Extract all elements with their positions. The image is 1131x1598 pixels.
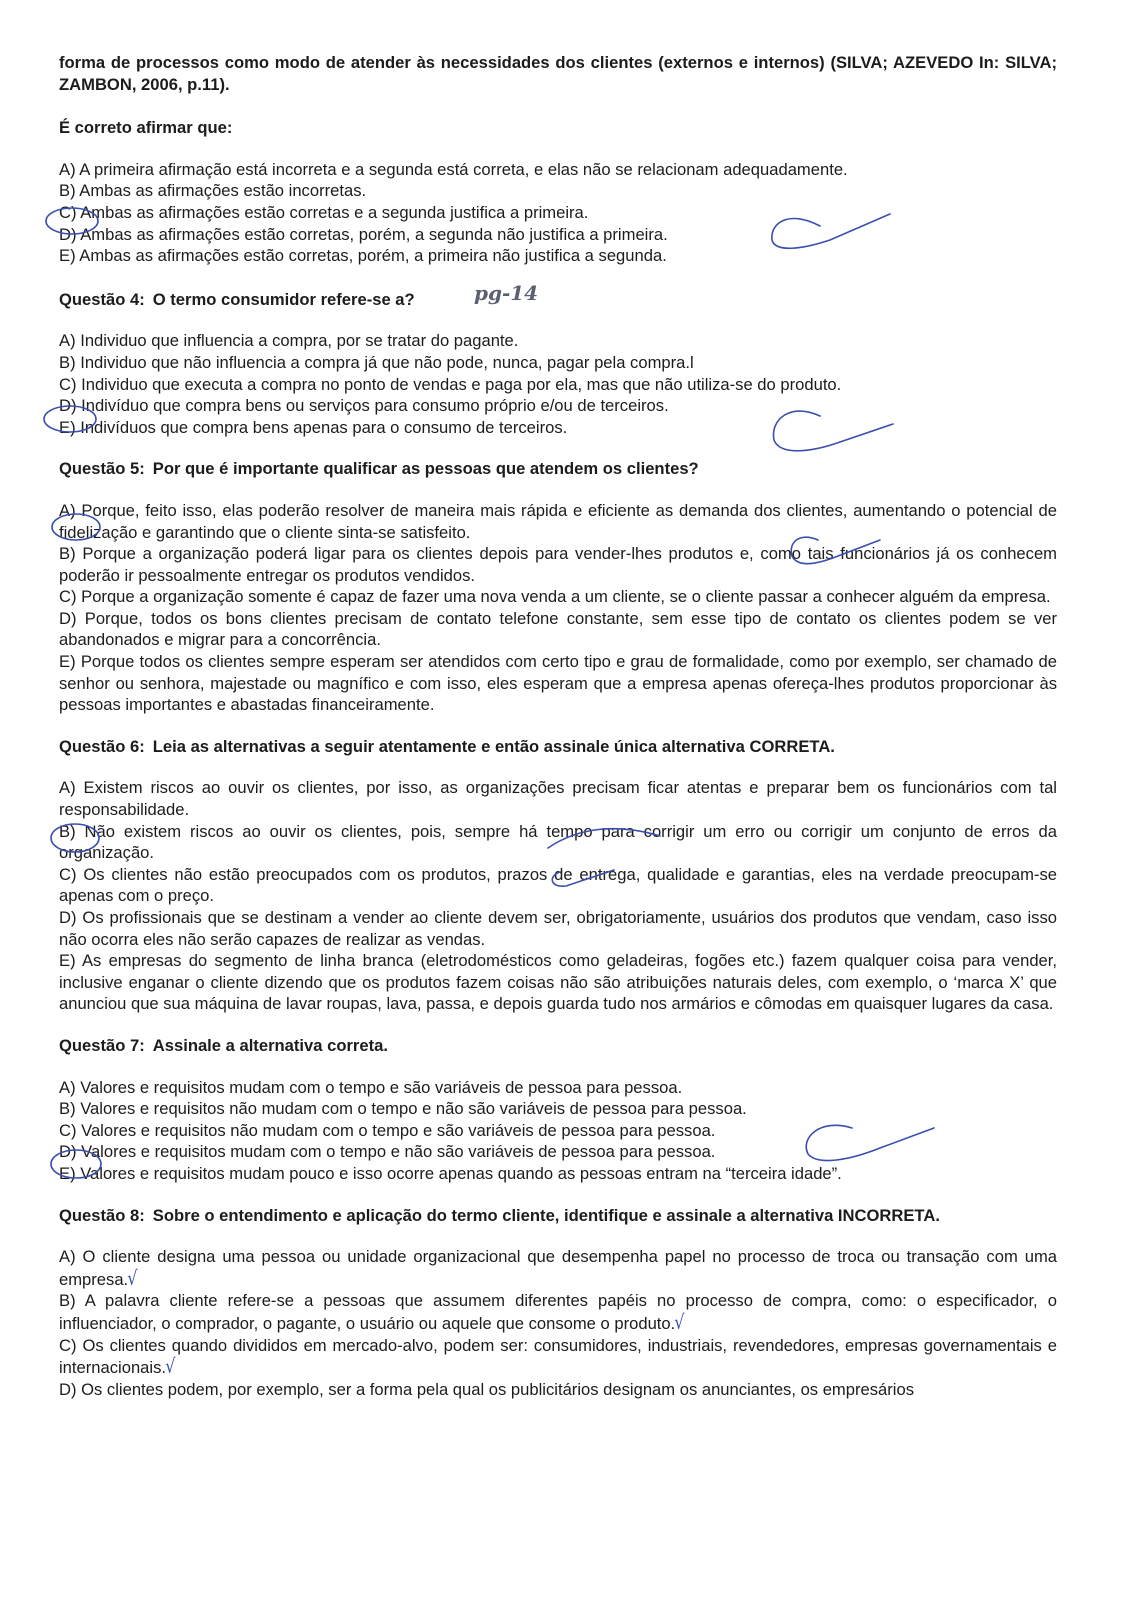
question-6 <box>59 736 1057 1015</box>
question-4-options <box>59 330 1057 438</box>
question-5-number: Questão 5: <box>59 459 145 479</box>
q8-option-c-text: C) Os clientes quando divididos em mercado-alvo, podem ser: consumidores, industriais, revendedores, empresas governamentais e internacionais. <box>59 1335 1057 1378</box>
q8-option-b[interactable] <box>59 1290 1057 1334</box>
q7-option-b[interactable]: B) Valores e requisitos não mudam com o tempo e não são variáveis de pessoa para pessoa. <box>59 1099 747 1119</box>
document-page <box>59 52 1057 1400</box>
q4-option-d[interactable]: D) Indivíduo que compra bens ou serviços para consumo próprio e/ou de terceiros. <box>59 396 669 416</box>
question-8-text: Sobre o entendimento e aplicação do termo cliente, identifique e assinale a alternativa INCORRETA. <box>152 1205 940 1225</box>
question-6-title <box>59 736 1057 758</box>
question-4-number: Questão 4: <box>59 289 145 309</box>
q3-option-c[interactable]: C) Ambas as afirmações estão corretas e a segunda justifica a primeira. <box>59 202 589 222</box>
q6-option-c[interactable]: C) Os clientes não estão preocupados com os produtos, prazos de entrega, qualidade e garantias, eles na verdade preocupam-se apenas com o preço. <box>59 864 1057 906</box>
q7-option-d[interactable]: D) Valores e requisitos mudam com o tempo e não são variáveis de pessoa para pessoa. <box>59 1142 716 1162</box>
question-4 <box>59 280 1057 439</box>
q6-option-a[interactable]: A) Existem riscos ao ouvir os clientes, por isso, as organizações precisam ficar atentas e preparar bem os funcionários com tal responsabilidade. <box>59 778 1057 820</box>
question-5 <box>59 458 1057 716</box>
q8-option-c[interactable] <box>59 1335 1057 1379</box>
q3-option-a[interactable]: A) A primeira afirmação está incorreta e a segunda está correta, e elas não se relacionam adequadamente. <box>59 159 848 179</box>
q5-option-d[interactable]: D) Porque, todos os bons clientes precisam de contato telefone constante, sem esse tipo de contato os clientes podem se ver abandonados e migrar para a concorrência. <box>59 608 1057 650</box>
question-7-number: Questão 7: <box>59 1035 145 1055</box>
q6-option-b[interactable]: B) Não existem riscos ao ouvir os clientes, pois, sempre há tempo para corrigir um erro ou corrigir um conjunto de erros da organização. <box>59 821 1057 863</box>
q4-option-b[interactable]: B) Individuo que não influencia a compra já que não pode, nunca, pagar pela compra.l <box>59 352 694 372</box>
q4-option-a[interactable]: A) Individuo que influencia a compra, por se tratar do pagante. <box>59 331 519 351</box>
statement-prompt: É correto afirmar que: <box>59 118 233 138</box>
q5-option-e[interactable]: E) Porque todos os clientes sempre esperam ser atendidos com certo tipo e grau de formalidade, como por exemplo, ser chamado de senhor ou senhora, majestade ou magnífico e com isso, eles esperam que a empresa apenas ofereça-lhes produtos proporcionar às pessoas importantes e abastadas financeiramente. <box>59 652 1057 715</box>
question-7-options <box>59 1077 1057 1185</box>
q7-option-e[interactable]: E) Valores e requisitos mudam pouco e isso ocorre apenas quando as pessoas entram na “terceira idade”. <box>59 1163 842 1183</box>
question-5-options <box>59 500 1057 716</box>
q3-option-e[interactable]: E) Ambas as afirmações estão corretas, porém, a primeira não justifica a segunda. <box>59 246 667 266</box>
question-8-title <box>59 1205 1057 1227</box>
question-4-title <box>59 280 1057 311</box>
question-5-title <box>59 458 1057 480</box>
question-8 <box>59 1205 1057 1401</box>
question-4-text: O termo consumidor refere-se a? <box>152 289 415 309</box>
q8-option-d[interactable]: D) Os clientes podem, por exemplo, ser a forma pela qual os publicitários designam os anunciantes, os empresários <box>59 1379 914 1399</box>
question-8-number: Questão 8: <box>59 1205 145 1225</box>
q6-option-d[interactable]: D) Os profissionais que se destinam a vender ao cliente devem ser, obrigatoriamente, usuários dos produtos que vendam, caso isso não ocorra eles não serão capazes de realizar as vendas. <box>59 908 1057 949</box>
q7-option-a[interactable]: A) Valores e requisitos mudam com o tempo e são variáveis de pessoa para pessoa. <box>59 1077 683 1097</box>
q8-option-b-text: B) A palavra cliente refere-se a pessoas que assumem diferentes papéis no processo de compra, como: o especificador, o influenciador, o comprador, o pagante, o usuário ou aquele que consome o produto. <box>59 1291 1057 1333</box>
q6-option-e[interactable]: E) As empresas do segmento de linha branca (eletrodomésticos como geladeiras, fogões etc.) fazem qualquer coisa para vender, inclusive enganar o cliente dizendo que os produtos fazem coisas não são atribuições naturais deles, com exemplo, o ‘marca X’ que anunciou que sua máquina de lavar roupas, lava, passa, e depois guarda tudo nos armários e cômodas em quaisquer lugares da casa. <box>59 951 1057 1014</box>
intro-paragraph: forma de processos como modo de atender às necessidades dos clientes (externos e internos) (SILVA; AZEVEDO In: SILVA; ZAMBON, 2006, p.11). <box>59 53 1057 94</box>
question-6-options <box>59 777 1057 1015</box>
check-mark-icon: √ <box>127 1265 138 1290</box>
q3-option-d[interactable]: D) Ambas as afirmações estão corretas, porém, a segunda não justifica a primeira. <box>59 224 668 244</box>
question-7 <box>59 1035 1057 1185</box>
question-6-number: Questão 6: <box>59 736 145 756</box>
q3-options <box>59 159 1057 267</box>
check-mark-icon: √ <box>165 1354 176 1379</box>
handwritten-page-note: pg-14 <box>474 280 539 305</box>
q4-option-e[interactable]: E) Indivíduos que compra bens apenas para o consumo de terceiros. <box>59 417 568 437</box>
q8-option-a-text: A) O cliente designa uma pessoa ou unidade organizacional que desempenha papel no processo de troca ou transação com uma empresa. <box>59 1247 1057 1289</box>
q8-option-a[interactable] <box>59 1246 1057 1290</box>
q7-option-c[interactable]: C) Valores e requisitos não mudam com o tempo e são variáveis de pessoa para pessoa. <box>59 1120 716 1140</box>
question-5-text: Por que é importante qualificar as pessoas que atendem os clientes? <box>152 459 699 479</box>
question-6-text: Leia as alternativas a seguir atentamente e então assinale única alternativa CORRETA. <box>152 736 835 756</box>
q4-option-c[interactable]: C) Individuo que executa a compra no ponto de vendas e paga por ela, mas que não utiliza-se do produto. <box>59 374 842 394</box>
q5-option-b[interactable]: B) Porque a organização poderá ligar para os clientes depois para vender-lhes produtos e, como tais funcionários já os conhecem poderão ir pessoalmente entregar os produtos vendidos. <box>59 544 1057 585</box>
check-mark-icon: √ <box>674 1309 685 1334</box>
question-7-title <box>59 1035 1057 1057</box>
q5-option-c[interactable]: C) Porque a organização somente é capaz de fazer uma nova venda a um cliente, se o cliente passar a conhecer alguém da empresa. <box>59 587 1051 607</box>
question-8-options <box>59 1246 1057 1400</box>
q3-option-b[interactable]: B) Ambas as afirmações estão incorretas. <box>59 181 367 201</box>
question-7-text: Assinale a alternativa correta. <box>152 1035 388 1055</box>
q5-option-a[interactable]: A) Porque, feito isso, elas poderão resolver de maneira mais rápida e eficiente as demanda dos clientes, aumentando o potencial de fidelização e garantindo que o cliente sinta-se satisfeito. <box>59 500 1057 542</box>
